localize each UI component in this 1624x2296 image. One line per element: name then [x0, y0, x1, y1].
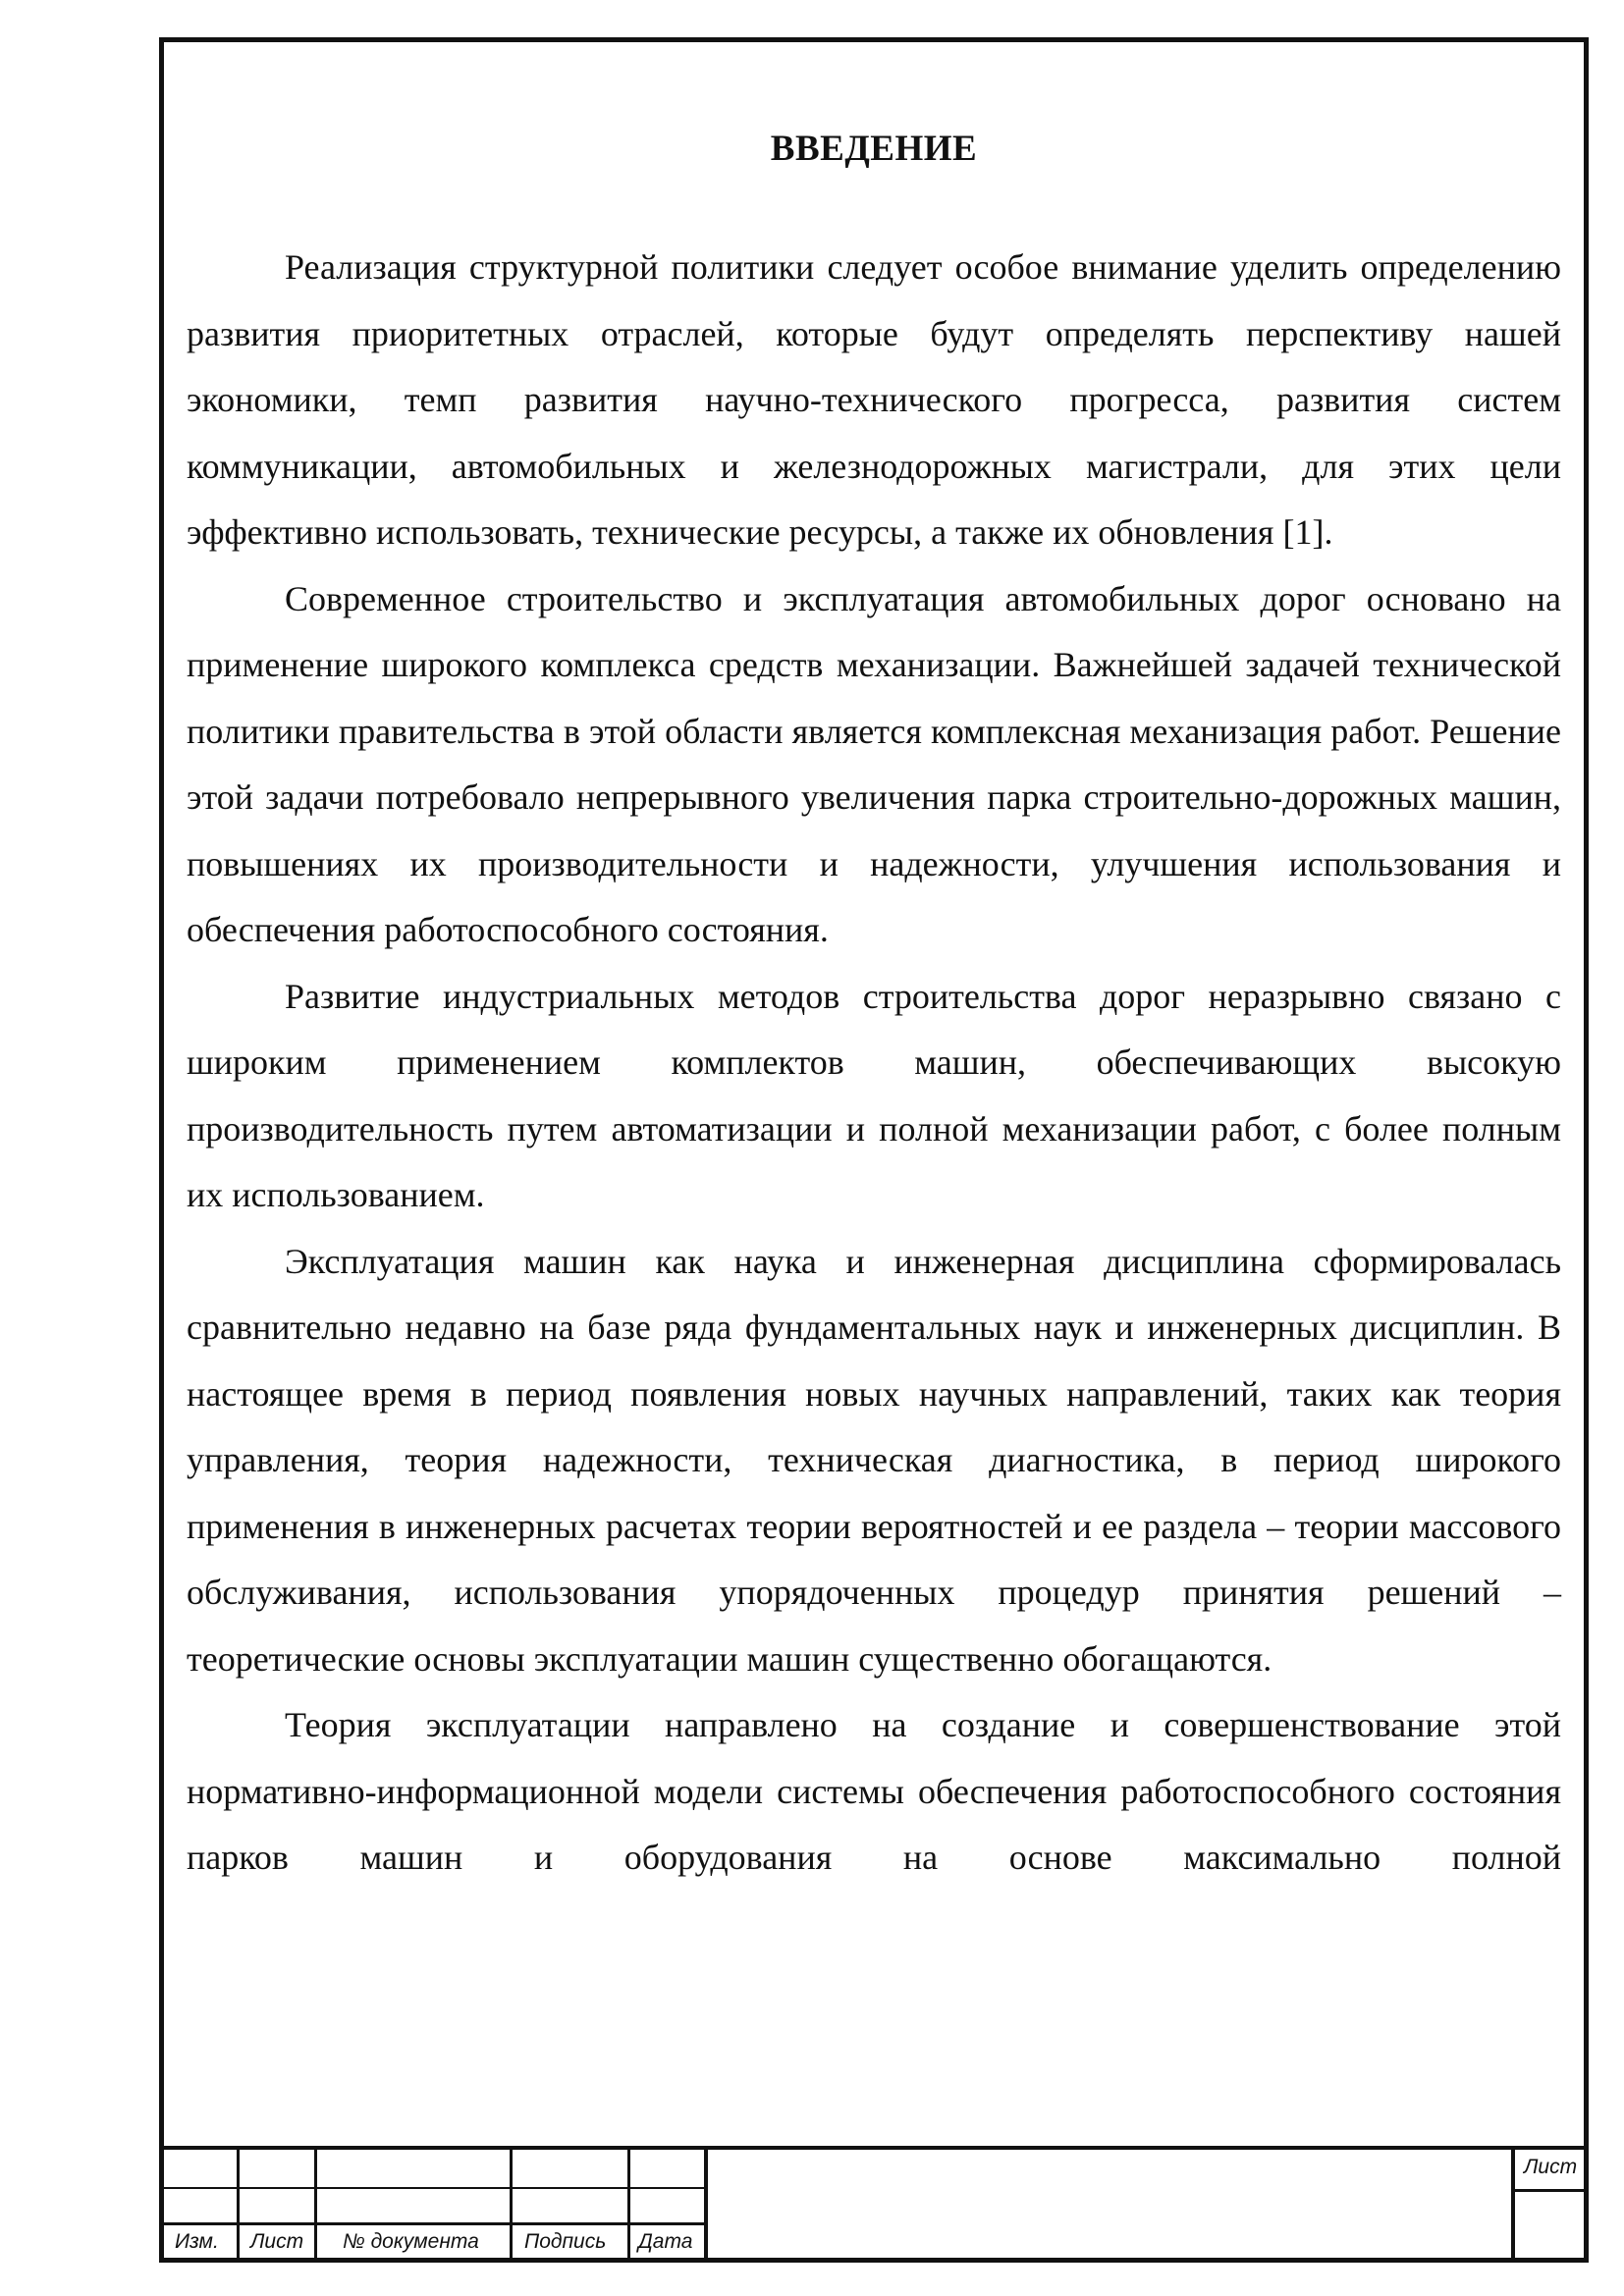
- paragraph: Теория эксплуатации направлено на создание и совершенствование этой нормативно-информационной модели системы обеспечения работоспособного состояния парков машин и оборудования на основе максимально полной: [187, 1705, 1561, 1877]
- document-body: [187, 128, 1561, 1892]
- paragraph: Современное строительство и эксплуатация автомобильных дорог основано на применение широкого комплекса средств механизации. Важнейшей задачей технической политики правительства в этой области является комплексная механизация работ. Решение этой задачи потребовало непрерывного увеличения парка строительно-дорожных машин, повышениях их производительности и надежности, улучшения использования и обеспечения работоспособного состояния.: [187, 578, 1561, 949]
- stamp-label-izm: Изм.: [175, 2230, 219, 2253]
- document-title: ВВЕДЕНИЕ: [770, 129, 978, 169]
- stamp-grid-vline: [704, 2146, 708, 2263]
- stamp-label-sheet: Лист: [1524, 2156, 1578, 2178]
- stamp-grid-vline: [510, 2146, 513, 2263]
- stamp-label-doc-no: № документа: [343, 2230, 479, 2253]
- stamp-grid-hline: [159, 2187, 707, 2189]
- paragraph: Эксплуатация машин как наука и инженерная дисциплина сформировалась сравнительно недавно на базе ряда фундаментальных наук и инженерных дисциплин. В настоящее время в период появления новых научных направлений, таких как теория управления, теория надежности, техническая диагностика, в период широкого применения в инженерных расчетах теории вероятностей и ее раздела – теории массового обслуживания, использования упорядоченных процедур принятия решений – теоретические основы эксплуатации машин существенно обогащаются.: [187, 1241, 1561, 1679]
- paragraph: Развитие индустриальных методов строительства дорог неразрывно связано с широким применением комплектов машин, обеспечивающих высокую производительность путем автоматизации и полной механизации работ, с более полным их использованием.: [187, 976, 1561, 1214]
- stamp-grid-vline: [314, 2146, 317, 2263]
- stamp-grid-vline: [627, 2146, 630, 2263]
- stamp-sheet-vline: [1511, 2146, 1515, 2263]
- stamp-sheet-hline: [1511, 2189, 1589, 2192]
- stamp-label-date: Дата: [638, 2230, 693, 2253]
- paragraph: Реализация структурной политики следует особое внимание уделить определению развития приоритетных отраслей, которые будут определять перспективу нашей экономики, темп развития научно-технического прогресса, развития систем коммуникации, автомобильных и железнодорожных магистрали, для этих цели эффективно использовать, технические ресурсы, а также их обновления [1].: [187, 247, 1561, 552]
- stamp-label-list: Лист: [250, 2230, 304, 2253]
- stamp-top-line: [159, 2146, 1589, 2150]
- title-block-stamp: [159, 2146, 1589, 2263]
- stamp-grid-vline: [237, 2146, 240, 2263]
- stamp-grid-hline: [159, 2222, 707, 2225]
- stamp-label-signature: Подпись: [524, 2230, 607, 2253]
